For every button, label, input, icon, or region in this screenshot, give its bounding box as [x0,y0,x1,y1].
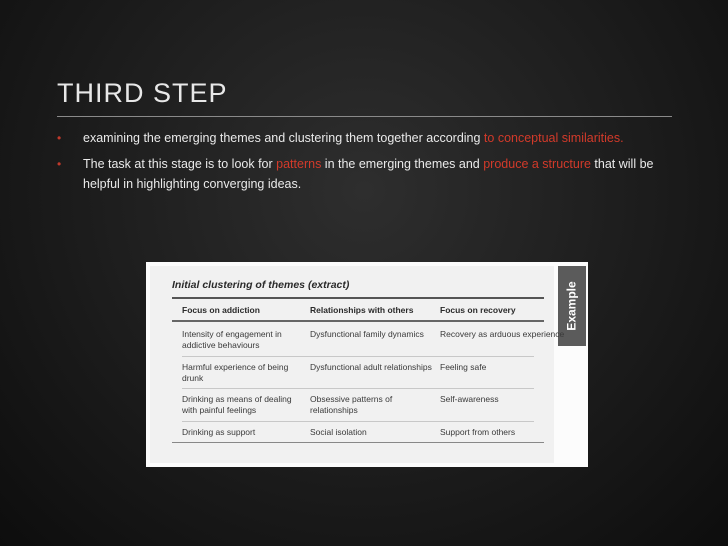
bullet-highlight: produce a structure [483,157,591,171]
column-header: Focus on addiction [182,305,260,315]
bullet-text: that will be helpful in highlighting converging ideas. [83,157,654,191]
row-divider [182,421,534,422]
bullet-highlight: patterns [276,157,322,171]
table-cell: Harmful experience of being drunk [182,362,289,383]
table-cell: Dysfunctional adult relationships [310,362,432,372]
bullet-text: in the emerging themes and [321,157,484,171]
row-divider [182,356,534,357]
bullet-text: The task at this stage is to look for [83,157,277,171]
bullet-item [55,154,675,194]
table-cell: Feeling safe [440,362,487,372]
example-figure [146,262,588,467]
title-divider [57,116,672,117]
column-header: Relationships with others [310,305,414,315]
table-cell: Recovery as arduous experience [440,329,565,339]
row-divider [182,388,534,389]
header-rule [172,320,544,322]
figure-title: Initial clustering of themes (extract) [172,279,350,291]
bullet-list [55,128,675,200]
table-cell: Social isolation [310,427,367,437]
table-cell: Drinking as support [182,427,256,437]
column-header: Focus on recovery [440,305,516,315]
table-cell: Self-awareness [440,394,499,404]
example-tab-label: Example [565,281,580,331]
slide-title: THIRD STEP [57,78,228,108]
bullet-text: examining the emerging themes and clustering them together according [83,131,484,145]
bullet-highlight: to conceptual similarities. [483,131,624,145]
bullet-item [55,128,675,148]
table-cell: Support from others [440,427,516,437]
table-cell: Dysfunctional family dynamics [310,329,424,339]
table-cell: Drinking as means of dealing with painful feelings [182,394,292,415]
figure-bottom-rule [172,442,544,443]
bullet-marker: • [57,131,62,145]
table-cell: Intensity of engagement in addictive behaviours [182,329,282,350]
figure-top-rule [172,297,544,299]
bullet-marker: • [57,157,62,171]
table-cell: Obsessive patterns of relationships [310,394,393,415]
